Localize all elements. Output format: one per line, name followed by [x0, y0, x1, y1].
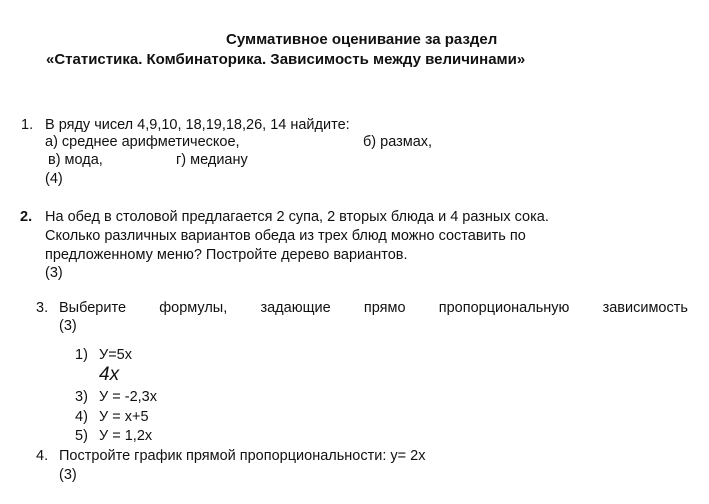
q3-item-number: 1) — [75, 347, 88, 363]
q3-item-number: 3) — [75, 389, 88, 405]
q1-number: 1. — [21, 117, 34, 133]
q3-text — [59, 300, 688, 317]
q1-option-a: а) среднее арифметическое, — [45, 134, 240, 150]
q3-word: задающие — [260, 300, 331, 316]
q4-number: 4. — [36, 448, 49, 464]
q3-item-number: 4) — [75, 409, 88, 425]
q1-option-v: в) мода, — [48, 152, 103, 168]
q3-word: формулы, — [159, 300, 228, 316]
q1-points: (4) — [45, 171, 63, 187]
q1-option-b: б) размах, — [363, 134, 433, 150]
q1-text: В ряду чисел 4,9,10, 18,19,18,26, 14 найдите: — [45, 117, 350, 133]
document-title-line1: Суммативное оценивание за раздел — [226, 31, 498, 48]
q3-item-formula: 4x — [99, 364, 120, 385]
q3-item-formula: У=5х — [99, 347, 132, 363]
q2-text-line1: На обед в столовой предлагается 2 супа, 2 вторых блюда и 4 разных сока. — [45, 209, 549, 225]
q3-item-formula: У = 1,2х — [99, 428, 153, 444]
q3-item-formula: У = -2,3х — [99, 389, 157, 405]
q3-item-number: 5) — [75, 428, 88, 444]
q3-word: пропорциональную — [438, 300, 570, 316]
q3-item-formula: У = х+5 — [99, 409, 149, 425]
q3-word: Выберите — [59, 300, 127, 316]
q1-option-g: г) медиану — [176, 152, 248, 168]
q4-text: Постройте график прямой пропорциональности: у= 2х — [59, 448, 426, 464]
q3-word: прямо — [363, 300, 406, 316]
q3-number: 3. — [36, 300, 49, 316]
q3-word: зависимость — [602, 300, 688, 316]
q2-text-line3: предложенному меню? Постройте дерево вариантов. — [45, 247, 408, 263]
q4-points: (3) — [59, 467, 77, 483]
q3-points: (3) — [59, 318, 77, 334]
q2-text-line2: Сколько различных вариантов обеда из трех блюд можно составить по — [45, 228, 526, 244]
q2-number: 2. — [20, 209, 33, 225]
document-title-line2: «Статистика. Комбинаторика. Зависимость между величинами» — [46, 51, 526, 68]
q2-points: (3) — [45, 265, 63, 281]
